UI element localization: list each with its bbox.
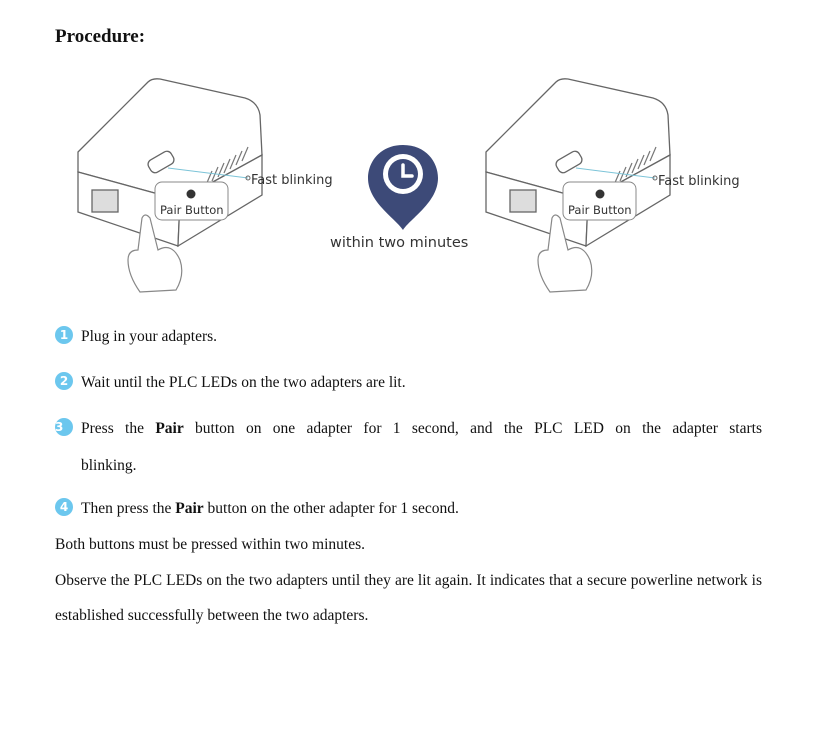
pair-bold: Pair <box>155 420 184 437</box>
clock-pin-icon <box>368 145 438 230</box>
step-1 <box>55 318 217 355</box>
fast-blinking-label-right: Fast blinking <box>658 174 740 189</box>
step-text-post: button on one adapter for 1 second, and the PLC LED on the adapter starts <box>183 420 762 437</box>
step-text: Wait until the PLC LEDs on the two adapters are lit. <box>81 374 406 391</box>
step-text-continued: blinking. <box>81 457 137 474</box>
adapter-right-image <box>486 79 670 246</box>
page-heading: Procedure: <box>55 26 146 47</box>
pairing-illustration <box>0 60 829 300</box>
step-text-pre: Then press the <box>81 500 176 517</box>
center-caption: within two minutes <box>330 235 469 251</box>
note-buttons-timing: Both buttons must be pressed within two minutes. <box>55 536 365 553</box>
note-observe-leds: Observe the PLC LEDs on the two adapters until they are lit again. It indicates that a secure powerline network is established successfully between the two adapters. <box>55 572 762 624</box>
step-4 <box>55 490 459 527</box>
pair-button-callout-left <box>155 182 228 220</box>
step-2 <box>55 364 406 401</box>
step-number-icon: 1 <box>55 326 73 344</box>
step-text-post: button on the other adapter for 1 second. <box>203 500 459 517</box>
pair-button-callout-right <box>563 182 636 220</box>
pair-button-label-left: Pair Button <box>160 203 224 217</box>
fast-blinking-label-left: Fast blinking <box>251 173 333 188</box>
pair-button-label-right: Pair Button <box>568 203 632 217</box>
step-number-icon: 2 <box>55 372 73 390</box>
step-number-icon: 4 <box>55 498 73 516</box>
step-text: Plug in your adapters. <box>81 328 218 345</box>
step-3 <box>55 410 762 484</box>
step-text-pre: Press the <box>81 420 156 437</box>
pair-bold: Pair <box>175 500 204 517</box>
adapter-left-image <box>78 79 262 246</box>
step-number-icon: 3 <box>55 418 73 436</box>
